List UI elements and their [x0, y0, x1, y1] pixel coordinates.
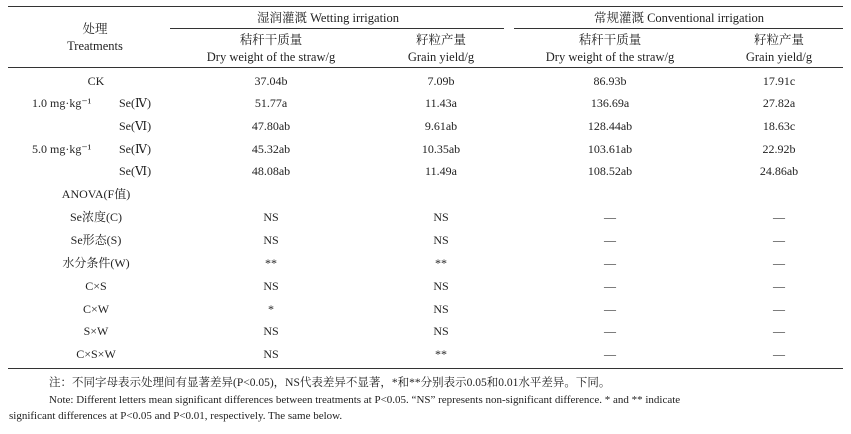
wet-group-rule [170, 28, 504, 29]
row-form: Se(Ⅳ) [119, 96, 151, 110]
header-wet-grain-cn: 籽粒产量 [415, 33, 467, 47]
cell: 18.63c [762, 119, 796, 133]
cell: 48.08ab [251, 164, 291, 178]
cell: — [604, 279, 616, 293]
anova-label: C×S×W [76, 347, 116, 361]
cell: — [773, 233, 785, 247]
anova-label: S×W [83, 324, 109, 338]
cell: — [773, 302, 785, 316]
cell: 51.77a [254, 96, 288, 110]
anova-label: 水分条件(W) [62, 256, 130, 270]
top-rule [8, 6, 843, 7]
cell: NS [433, 279, 449, 293]
anova-title: ANOVA(F值) [61, 187, 131, 201]
row-form: Se(Ⅵ) [119, 119, 152, 133]
cell: NS [433, 302, 449, 316]
cell: 47.80ab [251, 119, 291, 133]
row-form: Se(Ⅵ) [119, 164, 152, 178]
cell: NS [263, 324, 279, 338]
cell: — [604, 233, 616, 247]
cell: NS [263, 210, 279, 224]
cell: 27.82a [762, 96, 796, 110]
cell: * [268, 302, 274, 316]
header-conv-grain-cn: 籽粒产量 [753, 33, 805, 47]
cell: 11.49a [425, 164, 457, 178]
cell: 108.52ab [587, 164, 633, 178]
cell: 136.69a [590, 96, 630, 110]
cell: ** [435, 256, 447, 270]
cell: 11.43a [425, 96, 457, 110]
cell: — [604, 302, 616, 316]
cell: — [773, 324, 785, 338]
cell: 128.44ab [587, 119, 633, 133]
cell: — [604, 324, 616, 338]
cell: — [773, 347, 785, 361]
cell: 7.09b [427, 74, 455, 88]
cell: — [773, 279, 785, 293]
header-wetting-irrigation: 湿润灌溉 Wetting irrigation [256, 11, 400, 25]
anova-label: C×W [82, 302, 110, 316]
header-conv-straw-cn: 秸秆干质量 [578, 33, 642, 47]
header-conv-straw-en: Dry weight of the straw/g [545, 50, 675, 64]
header-wet-straw-cn: 秸秆干质量 [239, 33, 303, 47]
cell: NS [263, 347, 279, 361]
cell: 103.61ab [587, 142, 633, 156]
row-group-1mg: 1.0 mg·kg⁻¹ [32, 96, 92, 110]
note-en-line2: significant differences at P<0.05 and P<0.01, respectively. The same below. [9, 410, 343, 422]
cell: 9.61ab [424, 119, 458, 133]
cell: ** [435, 347, 447, 361]
anova-label: Se形态(S) [70, 233, 122, 247]
header-treatment-en: Treatments [67, 39, 123, 53]
row-group-5mg: 5.0 mg·kg⁻¹ [32, 142, 92, 156]
cell: — [604, 347, 616, 361]
cell: 37.04b [254, 74, 288, 88]
cell: — [604, 210, 616, 224]
cell: NS [433, 324, 449, 338]
note-cn: 注：不同字母表示处理间有显著差异(P<0.05)，NS代表差异不显著，*和**分别表示0.05和0.01水平差异。下同。 [49, 377, 611, 389]
cell: 45.32ab [251, 142, 291, 156]
header-conventional-irrigation: 常规灌溉 Conventional irrigation [593, 11, 765, 25]
conv-group-rule [514, 28, 843, 29]
cell: — [604, 256, 616, 270]
header-conv-grain-en: Grain yield/g [745, 50, 813, 64]
anova-label: Se浓度(C) [70, 210, 122, 224]
cell: NS [263, 279, 279, 293]
cell: NS [263, 233, 279, 247]
bottom-rule [8, 368, 843, 369]
cell: — [773, 256, 785, 270]
cell: 22.92b [762, 142, 796, 156]
header-wet-straw-en: Dry weight of the straw/g [206, 50, 336, 64]
cell: NS [433, 233, 449, 247]
header-treatment-cn: 处理 [82, 22, 108, 36]
note-en-line1: Note: Different letters mean significant differences between treatments at P<0.05. “NS” represents non-significant difference. * and ** indicate [49, 394, 681, 406]
cell: 24.86ab [759, 164, 799, 178]
cell: 17.91c [762, 74, 796, 88]
cell: NS [433, 210, 449, 224]
header-wet-grain-en: Grain yield/g [407, 50, 475, 64]
row-ck-label: CK [87, 74, 105, 88]
cell: 86.93b [593, 74, 627, 88]
cell: ** [265, 256, 277, 270]
header-rule [8, 67, 843, 68]
cell: — [773, 210, 785, 224]
anova-label: C×S [85, 279, 107, 293]
row-form: Se(Ⅳ) [119, 142, 151, 156]
cell: 10.35ab [421, 142, 461, 156]
